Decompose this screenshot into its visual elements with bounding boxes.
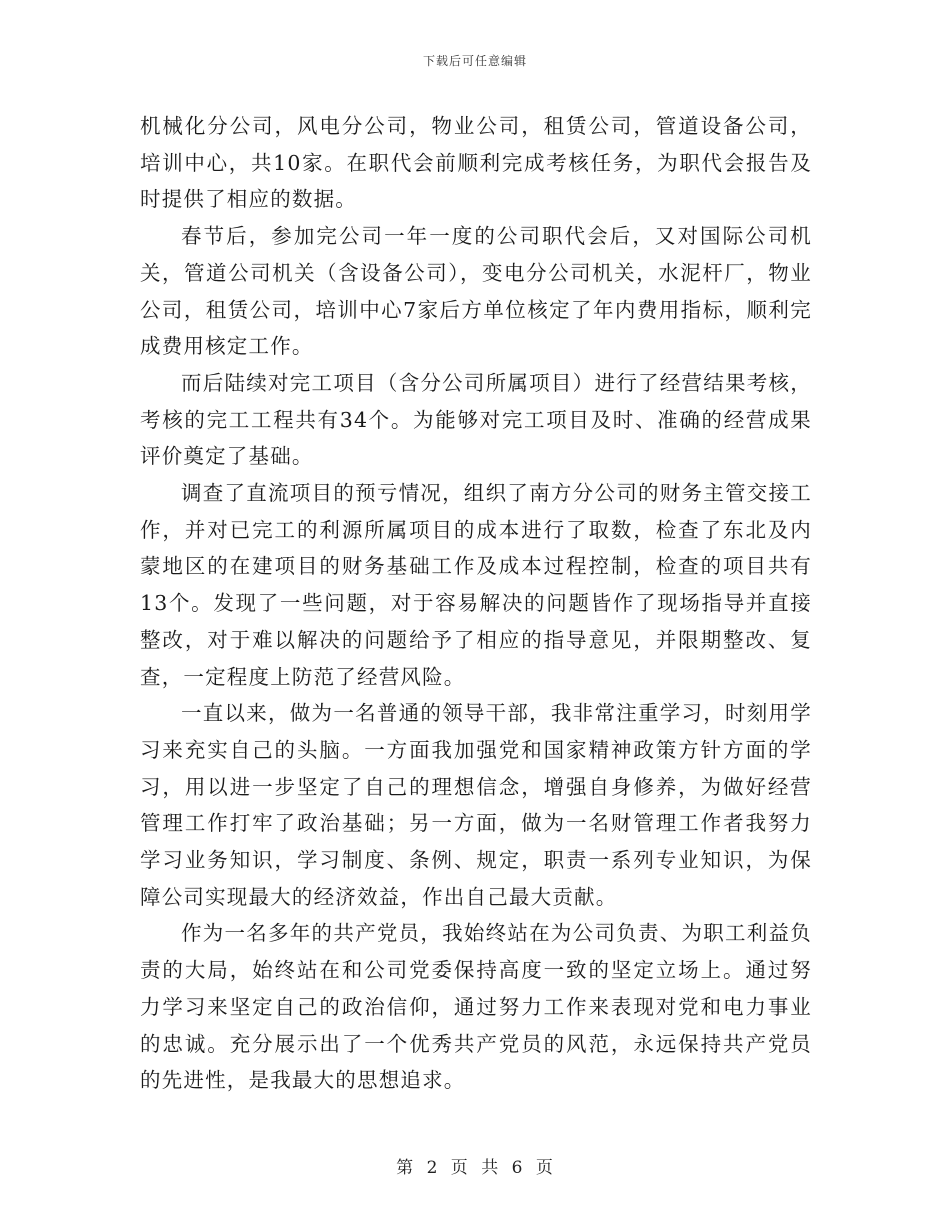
footer-current-page: 2 bbox=[426, 1158, 439, 1178]
footer-total-pages: 6 bbox=[511, 1158, 524, 1178]
paragraph: 春节后，参加完公司一年一度的公司职代会后，又对国际公司机关，管道公司机关（含设备公司），变电分公司机关，水泥杆厂，物业公司，租赁公司，培训中心7家后方单位核定了年内费用指标，顺利完成费用核定工作。 bbox=[140, 224, 812, 359]
footer-prefix: 第 bbox=[396, 1158, 415, 1178]
paragraph: 调查了直流项目的预亏情况，组织了南方分公司的财务主管交接工作，并对已完工的利源所属项目的成本进行了取数，检查了东北及内蒙地区的在建项目的财务基础工作及成本过程控制，检查的项目共有13个。发现了一些问题，对于容易解决的问题皆作了现场指导并直接整改，对于难以解决的问题给予了相应的指导意见，并限期整改、复查，一定程度上防范了经营风险。 bbox=[140, 481, 812, 689]
paragraph-continuation: 机械化分公司，风电分公司，物业公司，租赁公司，管道设备公司，培训中心，共10家。在职代会前顺利完成考核任务，为职代会报告及时提供了相应的数据。 bbox=[140, 114, 812, 212]
paragraph: 一直以来，做为一名普通的领导干部，我非常注重学习，时刻用学习来充实自己的头脑。一方面我加强党和国家精神政策方针方面的学习，用以进一步坚定了自己的理想信念，增强自身修养，为做好经营管理工作打牢了政治基础；另一方面，做为一名财管理工作者我努力学习业务知识，学习制度、条例、规定，职责一系列专业知识，为保障公司实现最大的经济效益，作出自己最大贡献。 bbox=[140, 701, 812, 909]
page-header: 下载后可任意编辑 bbox=[422, 54, 527, 68]
footer-total-word: 共 bbox=[481, 1158, 500, 1178]
document-body bbox=[140, 108, 812, 1099]
footer-page-word: 页 bbox=[450, 1158, 469, 1178]
page-footer bbox=[0, 1153, 950, 1178]
paragraph: 而后陆续对完工项目（含分公司所属项目）进行了经营结果考核，考核的完工工程共有34个。为能够对完工项目及时、准确的经营成果评价奠定了基础。 bbox=[140, 370, 812, 469]
footer-suffix: 页 bbox=[535, 1158, 554, 1178]
paragraph: 作为一名多年的共产党员，我始终站在为公司负责、为职工利益负责的大局，始终站在和公司党委保持高度一致的坚定立场上。通过努力学习来坚定自己的政治信仰，通过努力工作来表现对党和电力事业的忠诚。充分展示出了一个优秀共产党员的风范，永远保持共产党员的先进性，是我最大的思想追求。 bbox=[140, 921, 812, 1093]
